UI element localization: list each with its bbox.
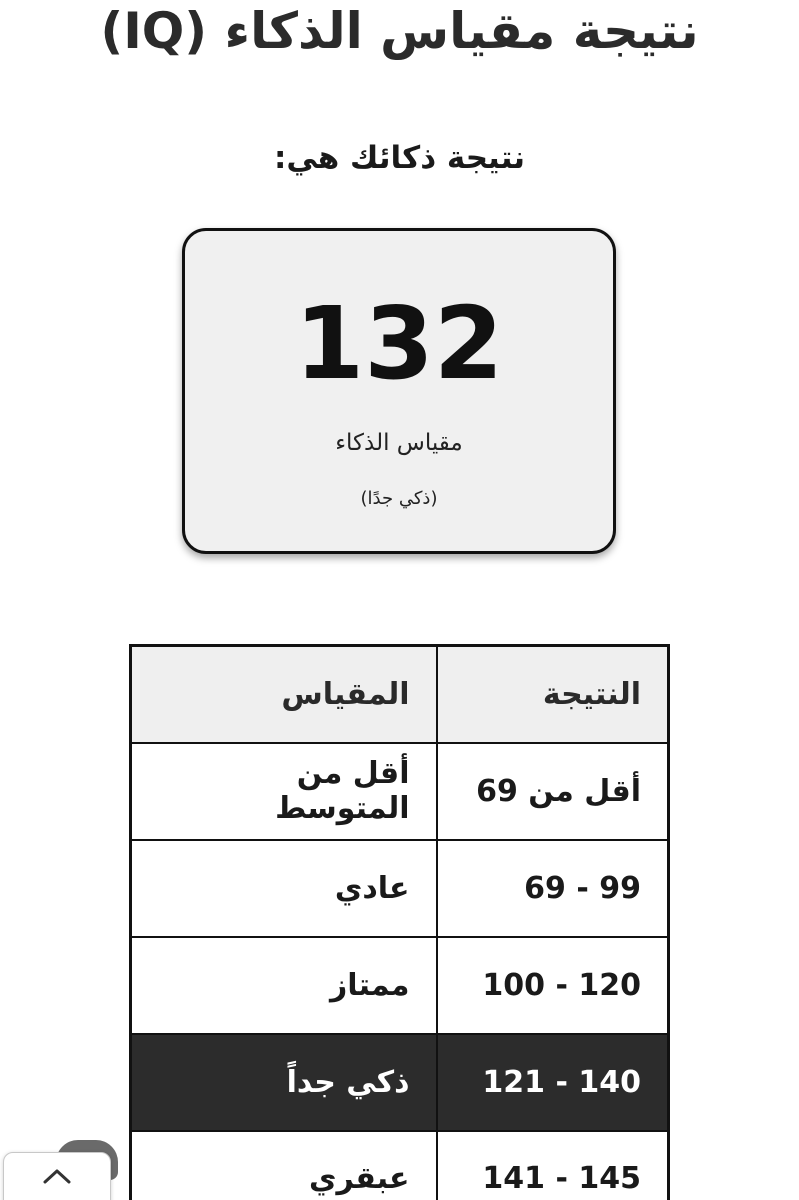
chevron-up-icon xyxy=(42,1167,72,1185)
table-cell-range: أقل من 69 xyxy=(437,743,669,840)
table-cell-level: عادي xyxy=(131,840,437,937)
result-heading: نتيجة ذكائك هي: xyxy=(273,140,525,176)
score-card xyxy=(182,228,616,554)
table-row xyxy=(131,840,669,937)
table-row xyxy=(131,937,669,1034)
table-cell-level: عبقري xyxy=(131,1131,437,1200)
column-header-scale: المقياس xyxy=(131,646,437,743)
page-title: نتيجة مقياس الذكاء (IQ) xyxy=(100,2,699,60)
table-cell-range: 121 - 140 xyxy=(437,1034,669,1131)
table-cell-range: 141 - 145 xyxy=(437,1131,669,1200)
iq-score-category: (ذكي جدًا) xyxy=(360,488,438,509)
table-row-highlighted xyxy=(131,1034,669,1131)
iq-scale-table xyxy=(129,644,670,1200)
table-header-row xyxy=(131,646,669,743)
table-row xyxy=(131,1131,669,1200)
iq-score-label: مقياس الذكاء xyxy=(335,430,463,456)
iq-score-value: 132 xyxy=(294,285,504,402)
table-row xyxy=(131,743,669,840)
table-cell-level: أقل من المتوسط xyxy=(131,743,437,840)
table-cell-range: 69 - 99 xyxy=(437,840,669,937)
table-cell-level: ذكي جداً xyxy=(131,1034,437,1131)
table-cell-range: 100 - 120 xyxy=(437,937,669,1034)
table-cell-level: ممتاز xyxy=(131,937,437,1034)
column-header-score: النتيجة xyxy=(437,646,669,743)
scroll-to-top-button[interactable] xyxy=(3,1152,111,1200)
